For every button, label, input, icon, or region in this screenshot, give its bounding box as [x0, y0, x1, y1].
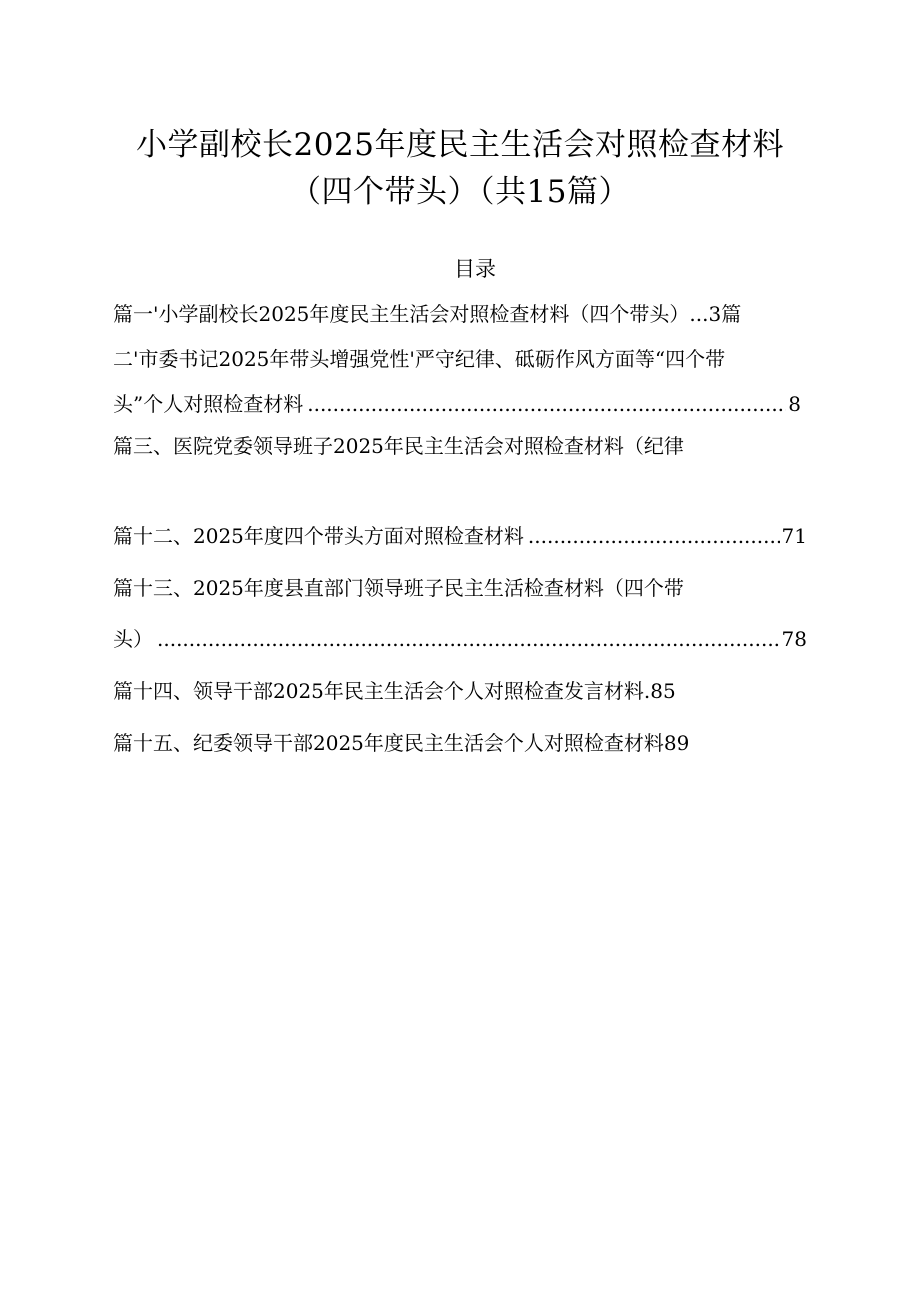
toc-entry-12-text: 篇十二、2025年度四个带头方面对照检查材料 [113, 524, 524, 548]
toc-entry-13-page: 78 [781, 627, 807, 651]
toc-entry-13-line-2[interactable] [113, 625, 807, 653]
toc-entry-12-page: 71 [781, 524, 807, 548]
toc-heading: 目录 [454, 257, 496, 281]
toc-entry-2-line-2[interactable] [113, 390, 801, 418]
document-title-line-1: 小学副校长2025年度民主生活会对照检查材料 [136, 127, 784, 163]
toc-leader-dots [307, 390, 786, 418]
document-title-line-2: （四个带头）（共15篇） [290, 174, 630, 210]
toc-entry-13-text: 头） [113, 627, 153, 651]
toc-entry-12[interactable] [113, 522, 807, 550]
toc-leader-dots [528, 522, 780, 550]
toc-entry-3-line[interactable]: 篇三、医院党委领导班子2025年民主生活会对照检查材料（纪律 [113, 434, 684, 458]
toc-entry-1-line[interactable]: 篇一'小学副校长2025年度民主生活会对照检查材料（四个带头）...3篇 [113, 302, 742, 326]
toc-entry-14[interactable]: 篇十四、领导干部2025年民主生活会个人对照检查发言材料.85 [113, 679, 676, 703]
toc-leader-dots [157, 625, 780, 653]
toc-entry-2-line-1[interactable]: 二'市委书记2025年带头增强党性'严守纪律、砥砺作风方面等“四个带 [113, 347, 726, 371]
toc-entry-2-page: 8 [788, 392, 801, 416]
toc-entry-15[interactable]: 篇十五、纪委领导干部2025年度民主生活会个人对照检查材料89 [113, 731, 690, 755]
toc-entry-13-line-1[interactable]: 篇十三、2025年度县直部门领导班子民主生活检查材料（四个带 [113, 576, 684, 600]
toc-entry-2-text: 头”个人对照检查材料 [113, 392, 304, 416]
